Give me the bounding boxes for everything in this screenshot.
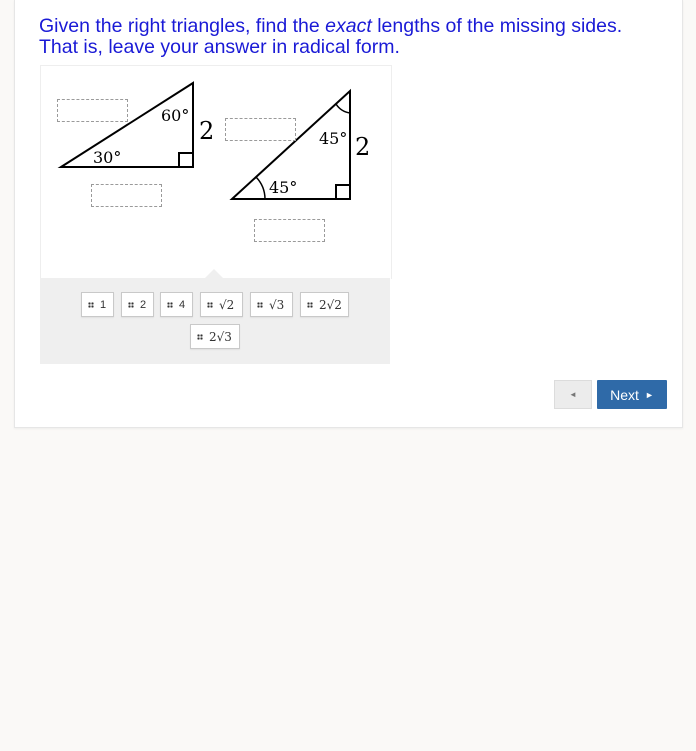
angle-label-60: 60° — [161, 106, 190, 125]
answer-tile-2[interactable]: 2 — [121, 292, 154, 317]
angle-label-45-bottom: 45° — [269, 178, 298, 197]
answer-tile-sqrt3[interactable]: √3 — [250, 292, 293, 317]
drag-handle-icon — [88, 302, 94, 308]
drop-zone-left-hypotenuse[interactable] — [57, 99, 128, 122]
drop-zone-right-base[interactable] — [254, 219, 325, 242]
side-label-2-left: 2 — [199, 117, 215, 145]
answer-tile-sqrt2[interactable]: √2 — [200, 292, 243, 317]
answer-tile-4[interactable]: 4 — [160, 292, 193, 317]
drag-handle-icon — [197, 334, 203, 340]
answer-tile-2sqrt3[interactable]: 2√3 — [190, 324, 240, 349]
angle-label-30: 30° — [93, 148, 122, 167]
drag-handle-icon — [307, 302, 313, 308]
drag-handle-icon — [207, 302, 213, 308]
side-label-2-right: 2 — [355, 133, 371, 161]
question-prompt — [39, 16, 679, 58]
previous-button[interactable] — [554, 380, 592, 409]
triangle-right-icon: ► — [644, 389, 654, 400]
drag-handle-icon — [257, 302, 263, 308]
triangle-left-icon: ◄ — [569, 390, 577, 399]
drop-zone-right-hypotenuse[interactable] — [225, 118, 296, 141]
prompt-line-1: Given the right triangles, find the exact lengths of the missing sides. — [39, 15, 623, 37]
answer-tile-1[interactable]: 1 — [81, 292, 114, 317]
angle-label-45-top: 45° — [319, 129, 348, 148]
drag-handle-icon — [128, 302, 134, 308]
tray-pointer — [205, 269, 223, 278]
answer-tile-tray — [40, 278, 390, 364]
drop-zone-left-base[interactable] — [91, 184, 162, 207]
answer-tile-2sqrt2[interactable]: 2√2 — [300, 292, 349, 317]
drag-handle-icon — [167, 302, 173, 308]
prompt-line-2: That is, leave your answer in radical form. — [39, 36, 400, 58]
triangle-30-60-90 — [58, 80, 218, 175]
next-button[interactable]: Next ► — [597, 380, 667, 409]
triangle-45-45-90 — [229, 88, 379, 203]
